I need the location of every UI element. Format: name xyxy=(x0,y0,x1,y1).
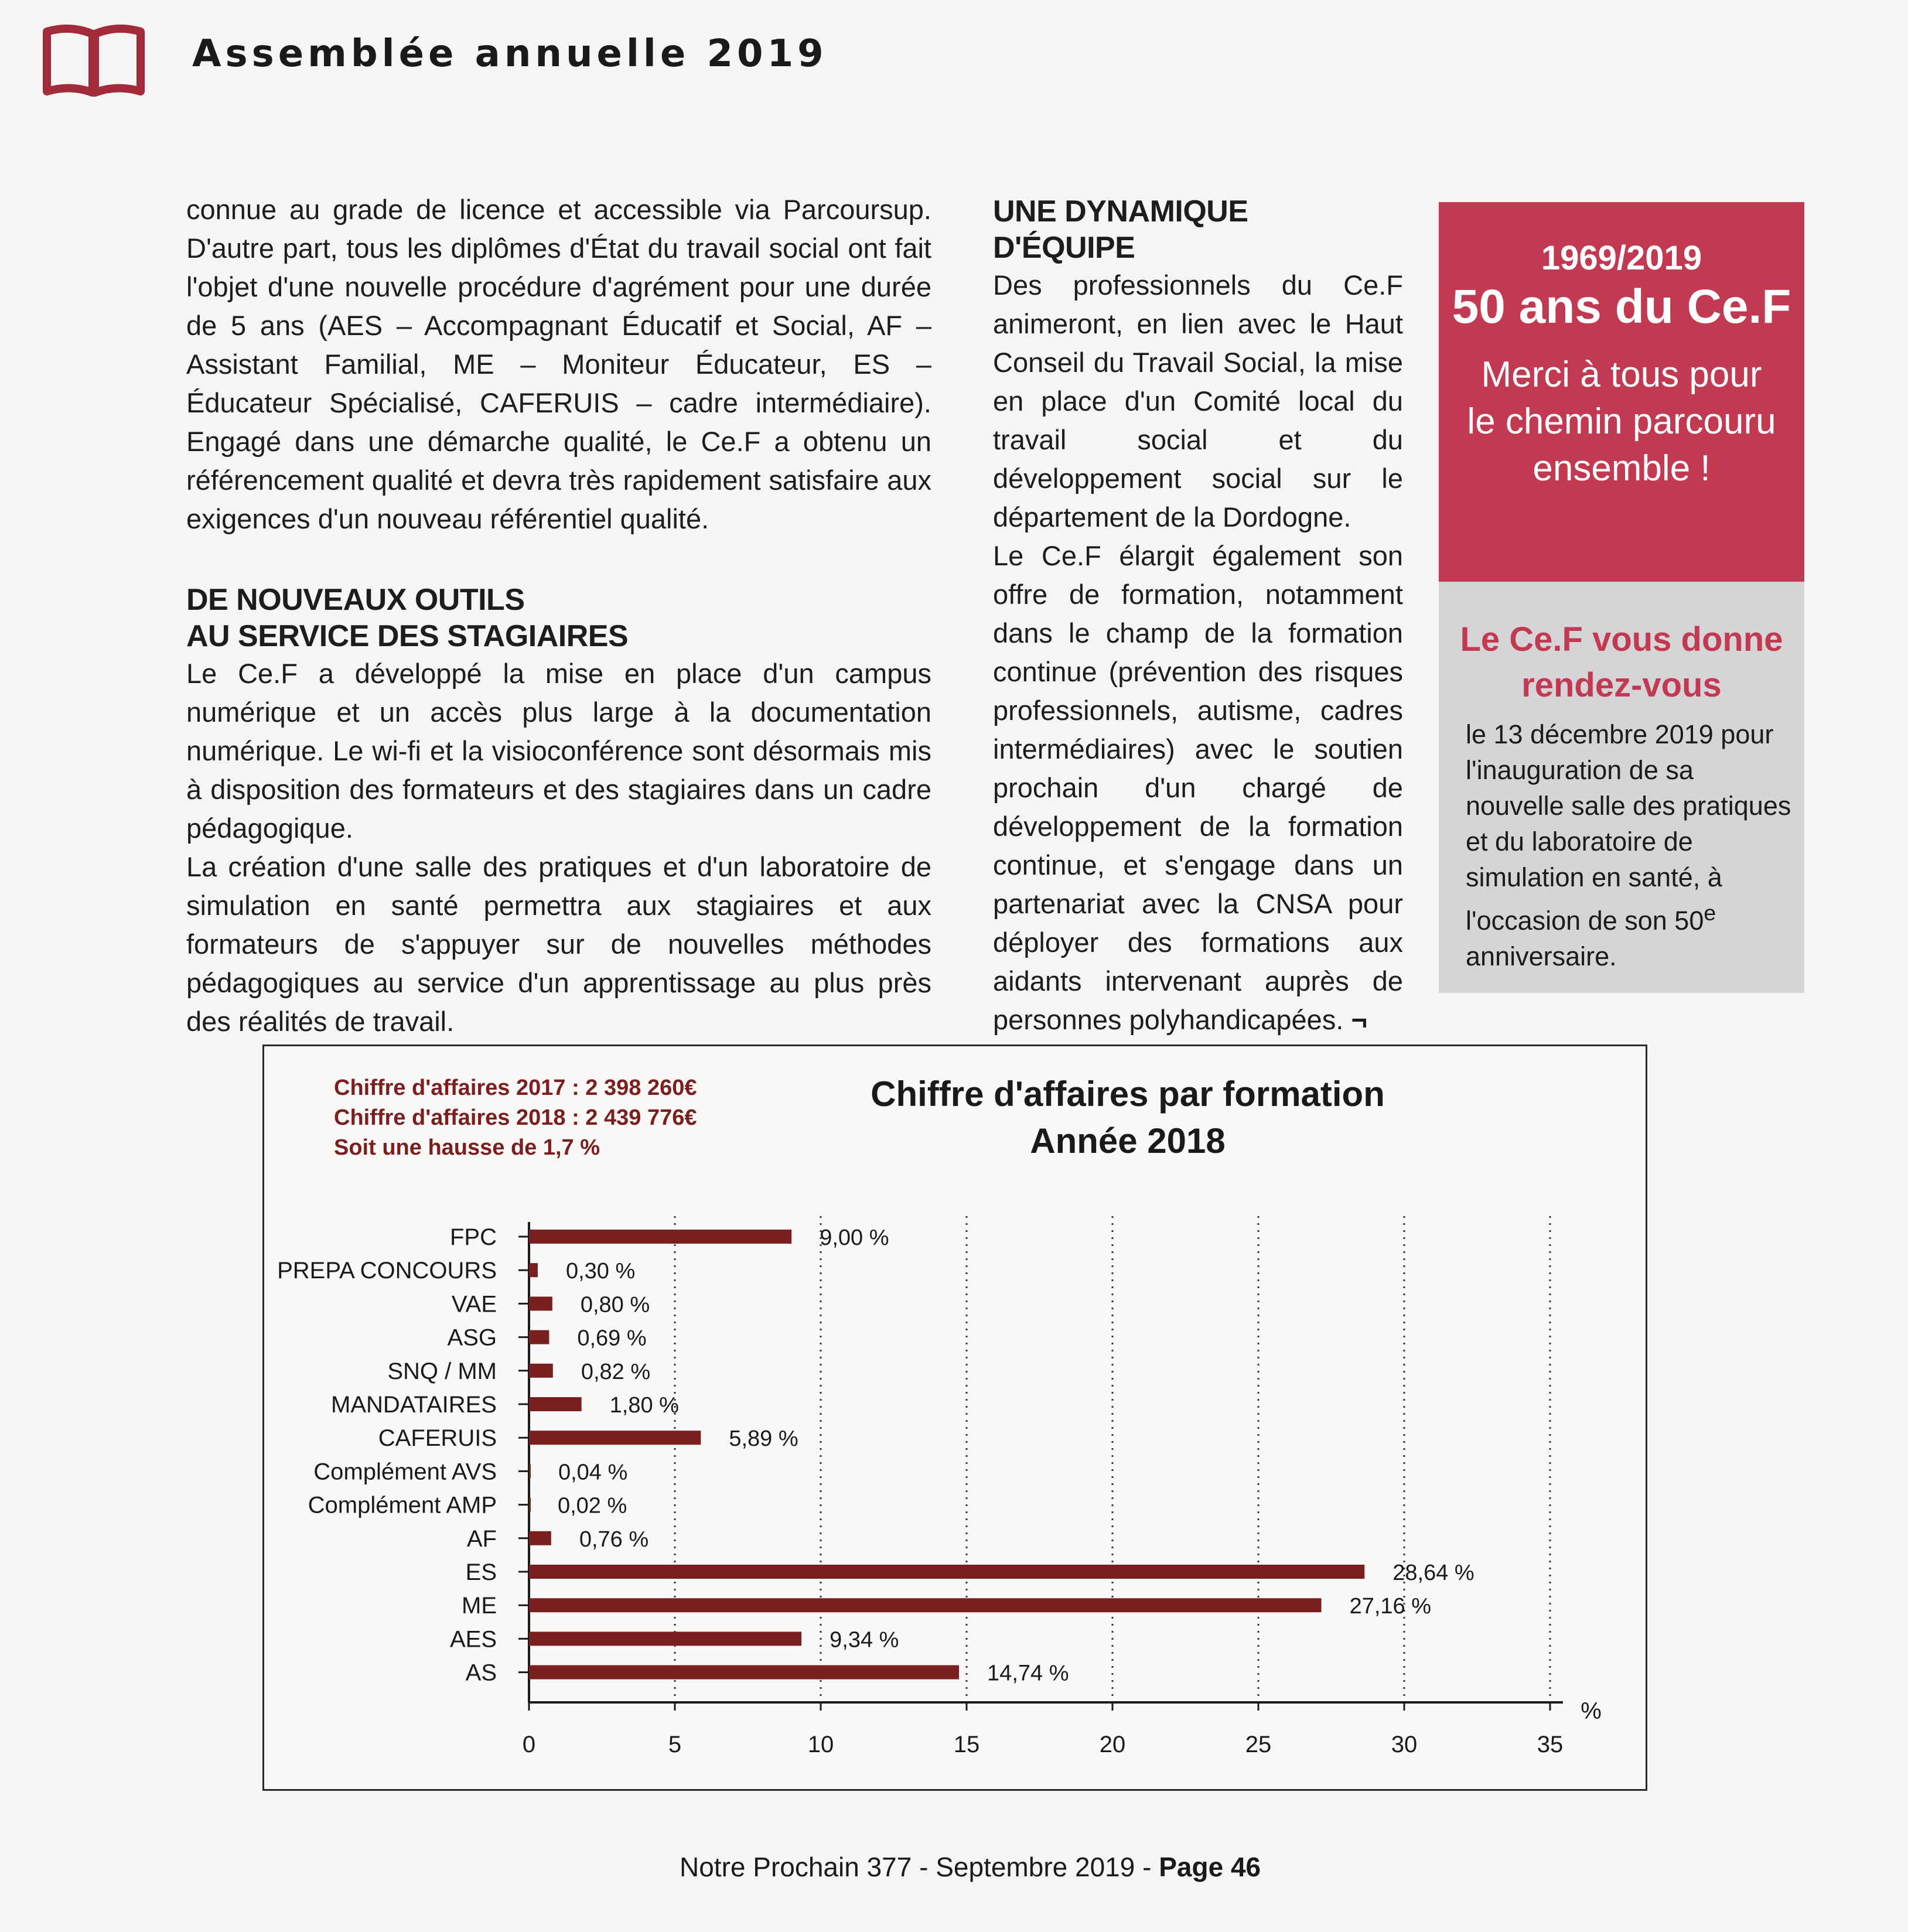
rendezvous-detail xyxy=(1466,716,1794,974)
bar xyxy=(529,1565,1364,1579)
category-label: FPC xyxy=(450,1224,497,1250)
rendezvous-heading xyxy=(1439,617,1804,708)
bar xyxy=(529,1397,582,1411)
x-tick-label: 35 xyxy=(1537,1732,1564,1757)
value-label: 0,04 % xyxy=(558,1460,628,1485)
section-heading-line: UNE DYNAMIQUE xyxy=(993,194,1248,228)
category-label: PREPA CONCOURS xyxy=(277,1258,497,1284)
paragraph xyxy=(993,537,1403,1039)
category-label: AF xyxy=(466,1525,497,1552)
paragraph: La création d'une salle des pratiques et d'un laboratoire de simulation en santé permettra aux stagiaires et aux formateurs de s'appuyer sur de nouvelles méthodes pédagogiques au service d'un apprentissage au plus près des réalités de travail. xyxy=(186,851,931,1037)
category-label: MANDATAIRES xyxy=(331,1392,497,1418)
rendezvous-detail-text: le 13 décembre 2019 pour l'inauguration de sa nouvelle salle des pratiques et du laboratoire de simulation en santé, à l'occasion de son 50 xyxy=(1466,719,1791,936)
rendezvous-heading-line: Le Ce.F vous donne xyxy=(1460,620,1783,658)
section-heading xyxy=(186,582,931,654)
value-label: 0,69 % xyxy=(577,1326,647,1351)
revenue-note: Soit une hausse de 1,7 % xyxy=(334,1135,600,1160)
revenue-note: Chiffre d'affaires 2017 : 2 398 260€ xyxy=(334,1076,697,1100)
section-heading-line: D'ÉQUIPE xyxy=(993,231,1135,265)
category-label: VAE xyxy=(451,1291,497,1317)
section-outils xyxy=(186,582,931,1041)
bar xyxy=(529,1631,801,1646)
chart-title xyxy=(791,1071,1465,1165)
footer-text: Notre Prochain 377 - Septembre 2019 - xyxy=(680,1852,1159,1882)
bar xyxy=(529,1296,552,1310)
x-tick-label: 0 xyxy=(522,1732,536,1757)
category-label: SNQ / MM xyxy=(387,1358,497,1384)
value-label: 0,80 % xyxy=(580,1292,650,1317)
category-label: ES xyxy=(465,1559,497,1585)
page-header-title: Assemblée annuelle 2019 xyxy=(192,32,828,76)
category-label: CAFERUIS xyxy=(378,1425,497,1452)
x-tick-label: 5 xyxy=(668,1732,682,1757)
value-label: 1,80 % xyxy=(609,1393,679,1418)
chart-subtitle: Année 2018 xyxy=(1030,1121,1226,1160)
bar xyxy=(529,1464,531,1478)
x-tick-label: 25 xyxy=(1245,1732,1272,1757)
x-tick-label: 30 xyxy=(1391,1732,1418,1757)
paragraph: Le Ce.F a développé la mise en place d'un campus numérique et un accès plus large à la documentation numérique. Le wi-fi et la visioconférence sont désormais mis à disposition des formateurs et des stagiaires dans un cadre pédagogique. xyxy=(186,658,931,844)
article-left-column xyxy=(186,190,931,1041)
category-label: ASG xyxy=(447,1325,497,1351)
bar xyxy=(529,1263,538,1277)
paragraph-text: Le Ce.F élargit également son offre de formation, notamment dans le champ de la formation continue (prévention des risques professionnels, autisme, cadres intermédiaires) avec le soutien prochain d'un chargé de développement de la formation continue, et s'engage dans un partenariat avec la CNSA pour déployer des formations aux aidants intervenant auprès de personnes polyhandicapées. xyxy=(993,540,1403,1035)
anniversary-box xyxy=(1439,202,1804,993)
value-label: 0,76 % xyxy=(579,1527,649,1552)
book-icon xyxy=(41,23,146,98)
category-label: AES xyxy=(449,1626,497,1653)
rendezvous-detail-text: anniversaire. xyxy=(1466,941,1617,971)
value-label: 0,82 % xyxy=(581,1359,651,1384)
value-label: 0,30 % xyxy=(565,1259,636,1284)
anniversary-box-bottom xyxy=(1439,582,1804,993)
section-heading-line: DE NOUVEAUX OUTILS xyxy=(186,583,525,617)
value-label: 28,64 % xyxy=(1392,1561,1474,1585)
bar xyxy=(529,1364,553,1378)
x-tick-label: 10 xyxy=(807,1732,834,1757)
paragraph: connue au grade de licence et accessible via Parcoursup. D'autre part, tous les diplômes d'État du travail social ont fait l'objet d'une nouvelle procédure d'agrément pour une durée de 5 ans (AES – Accompagnant Éducatif et Social, AF – Assistant Familial, ME – Moniteur Éducateur, ES – Éducateur Spécialisé, CAFERUIS – cadre intermédiaire). Engagé dans une démarche qualité, le Ce.F a obtenu un référencement qualité et devra très rapidement satisfaire aux exigences d'un nouveau référentiel qualité. xyxy=(186,194,931,534)
article-right-column xyxy=(993,193,1403,1039)
section-heading-line: AU SERVICE DES STAGIAIRES xyxy=(186,619,629,653)
value-label: 14,74 % xyxy=(987,1661,1069,1686)
bar xyxy=(529,1230,791,1244)
revenue-note: Chiffre d'affaires 2018 : 2 439 776€ xyxy=(334,1105,697,1130)
category-label: ME xyxy=(462,1593,497,1619)
bar xyxy=(529,1598,1322,1612)
bar xyxy=(529,1665,959,1680)
value-label: 5,89 % xyxy=(729,1426,798,1452)
bar xyxy=(529,1330,549,1344)
chart-title-line: Chiffre d'affaires par formation xyxy=(871,1074,1385,1114)
anniversary-title: 50 ans du Ce.F xyxy=(1452,280,1791,333)
x-tick-label: 15 xyxy=(953,1732,980,1757)
value-label: 9,34 % xyxy=(830,1627,899,1653)
bar xyxy=(529,1531,551,1545)
rendezvous-heading-line: rendez-vous xyxy=(1521,666,1722,704)
anniversary-thanks: Merci à tous pour le chemin parcouru ensemble ! xyxy=(1467,354,1776,489)
page-footer xyxy=(680,1851,1261,1883)
category-label: Complément AVS xyxy=(313,1459,497,1485)
ordinal-suffix: e xyxy=(1704,900,1716,925)
category-label: Complément AMP xyxy=(308,1492,497,1518)
end-mark: ¬ xyxy=(1351,1004,1367,1035)
page-number: Page 46 xyxy=(1159,1852,1261,1882)
paragraph: Des professionnels du Ce.F animeront, en lien avec le Haut Conseil du Travail Social, la mise en place d'un Comité local du travail social et du développement social sur le département de la Dordogne. xyxy=(993,269,1403,533)
category-label: AS xyxy=(465,1660,497,1686)
bar xyxy=(529,1498,531,1512)
x-axis-unit: % xyxy=(1581,1698,1602,1724)
value-label: 0,02 % xyxy=(557,1493,627,1518)
value-label: 27,16 % xyxy=(1349,1594,1432,1619)
anniversary-years: 1969/2019 xyxy=(1541,239,1702,277)
x-tick-label: 20 xyxy=(1099,1732,1126,1757)
section-heading xyxy=(993,193,1403,266)
revenue-notes xyxy=(334,1073,697,1163)
anniversary-box-top xyxy=(1439,202,1804,582)
value-label: 9,00 % xyxy=(820,1226,889,1250)
bar xyxy=(529,1431,701,1445)
